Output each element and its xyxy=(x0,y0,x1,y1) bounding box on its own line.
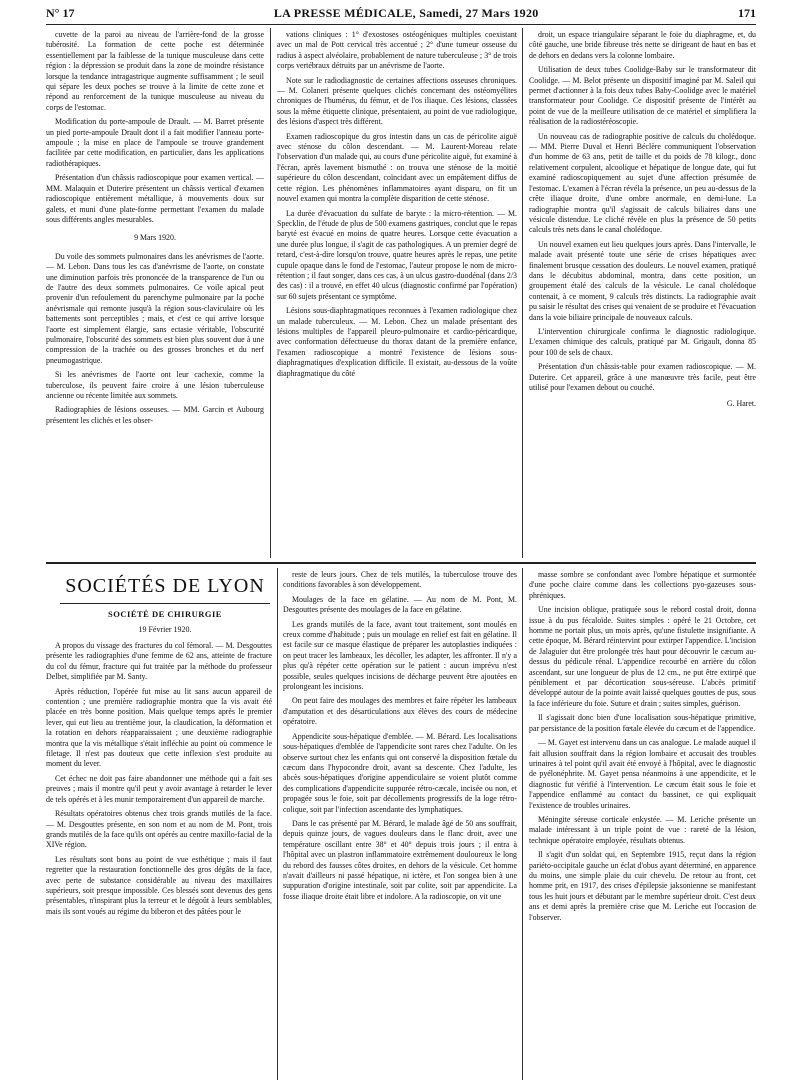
paragraph: Les grands mutilés de la face, avant tout traitement, sont moulés en creux comme d'habitude ; puis un moulage en relief est fait en gélatine. Il est facile sur ce masque élastique de préparer les autoplasties indiquées : on peut tracer les lambeaux, les décoller, les adapter, les affronter. Il n'y a plus qu'à répéter cette opération sur le patient : aucun imprévu n'est possible, seules quelques incisions de décharge peuvent être ajoutées en prolongeant les incisions. xyxy=(283,619,517,692)
paragraph: L'intervention chirurgicale confirma le diagnostic radiologique. L'examen chimique des calculs, pratiqué par M. Grigault, donna 85 pour 100 de sels de chaux. xyxy=(529,326,756,357)
paragraph: Présentation d'un châssis-table pour examen radioscopique. — M. Duterire. Cet appareil, grâce à une manœuvre très facile, peut être utilisé pour l'examen debout ou couché. xyxy=(529,362,756,392)
column-divider xyxy=(277,568,278,1080)
paragraph: Modification du porte-ampoule de Drault. — M. Barret présente un pied porte-ampoule Drault dont il a fait modifier l'anneau porte-ampoule ; la mise en place de l'ampoule se trouve grandement facilitée par cette modification, en particulier, dans les applications radiothérapiques. xyxy=(46,117,264,168)
header-rule xyxy=(46,24,756,25)
page-number: 171 xyxy=(737,5,756,20)
paragraph: Note sur le radiodiagnostic de certaines affections osseuses chroniques. — M. Colaneri présente quelques clichés concernant des ostéomyélites chroniques de l'humérus, du fémur, et de l'os iliaque. Ces lésions, classées sous la même étiquette clinique, présentaient, au point de vue radiologique, des lésions d'aspect très différent. xyxy=(277,75,517,127)
paragraph: Cet échec ne doit pas faire abandonner une méthode qui a fait ses preuves ; mais il montre qu'il peut y avoir avantage à retarder le lever de tels opérés et à les munir temporairement d'un appareil de marche. xyxy=(46,773,272,804)
section-title: SOCIÉTÉS DE LYON xyxy=(65,575,265,597)
paragraph: Présentation d'un châssis radioscopique pour examen vertical. — MM. Malaquin et Duterire présentent un châssis vertical d'examen radioscopique entièrement métallique, à mouvements doux sur galets, et muni d'une plate-forme permettant l'examen du malade sous différents angles mesurables. xyxy=(46,173,264,224)
paragraph: reste de leurs jours. Chez de tels mutilés, la tuberculose trouve des conditions favorables à son développement. xyxy=(283,570,517,590)
top-column-3 xyxy=(529,30,756,558)
paragraph: Un nouveau cas de radiographie positive de calculs du cholédoque. — MM. Pierre Duval et Henri Béclère communiquent l'observation d'un homme de 63 ans, petit de taille et du poids de 78 kilogr., donc relativement corpulent, alcoolique et hépatique de longue date, qui fut examiné radioscopiquement au sujet d'une affection présumée de l'estomac. L'examen à l'écran révéla la présence, un peu au-dessus de la crête iliaque droite, d'une ombre anormale, en demi-lune. La radiographie montra qu'il s'agissait de calculs biliaires dans une vésicule distendue. Le cliché révèle en plus la présence de 50 petits calculs très nets dans le canal cholédoque. xyxy=(529,131,756,235)
paragraph: Du voile des sommets pulmonaires dans les anévrismes de l'aorte. — M. Lebon. Dans tous les cas d'anévrisme de l'aorte, on constate une diminution parfois très prononcée de la transparence de l'un ou de l'autre des deux sommets pulmonaires. Ce voile apical peut provenir d'un refoulement du parenchyme pulmonaire par la poche anévrismale qui remonte jusqu'à la région sous-claviculaire où les battements sont perceptibles ; mais, et c'est ce qui arrive lorsque l'aorte est simplement élargie, sans ectasie véritable, l'obscurité pulmonaire, l'obscurité des sommets est bien plus souvent due à une compression de la trachée ou des grosses bronches et du nerf pneumogastrique. xyxy=(46,251,264,365)
paragraph: Après réduction, l'opérée fut mise au lit sans aucun appareil de contention ; une première radiographie montra que la vis avait été placée en très bonne position. Mais quelque temps après le premier lever, qui eut lieu au trentième jour, la claudication, la déformation et la rotation en dehors réapparaissaient ; une deuxième radiographie montra que la vis métallique s'était infléchie au point où commence le filetage. Il n'est pas douteux que cette inflexion s'est produite au moment du lever. xyxy=(46,686,272,769)
issue-number: N° 17 xyxy=(46,5,75,20)
page-header xyxy=(46,4,756,22)
paragraph: Dans le cas présenté par M. Bérard, le malade âgé de 50 ans souffrait, depuis quinze jours, de vagues douleurs dans le flanc droit, avec une température oscillant entre 38° et 40° depuis trois jours ; il entra à l'hôpital avec un plastron inflammatoire extrêmement douloureux le long du rebord des fausses côtes droites, en dehors de la vésicule. Cet homme n'avait d'ailleurs ni passé hépatique, ni ictère, et l'on songea bien à une suppuration d'origine intestinale, soit par colite, soit par appendicite. La fosse iliaque droite était libre et indolore. A la radioscopie, on vit une xyxy=(283,818,517,901)
session-date: 9 Mars 1920. xyxy=(134,233,176,243)
paragraph: Une incision oblique, pratiquée sous le rebord costal droit, donna issue à du pus fécaloïde. Suites simples : opéré le 21 Octobre, cet homme ne portait plus, un mois après, qu'une fistulette insignifiante. A cette époque, M. Bérard réintervint pour extirper l'appendice. L'incision de Jalaguier dut être prolongée très haut pour découvrir le cæcum au-dessus du pédicule rénal. L'appendice recourbé en arrière du côlon ascendant, sur une longueur de plus de 12 cm., ne put être extirpé que péniblement et par décortication sous-séreuse. L'abcès primitif développé autour de la pointe avait laissé quelques gouttes de pus, sous la face inférieure du foie. Suture et drain ; suites simples, guérison. xyxy=(529,605,756,708)
bottom-column-1 xyxy=(46,641,272,1079)
paragraph: Méningite séreuse corticale enkystée. — M. Leriche présente un malade intéressant à un triple point de vue : rareté de la lésion, technique opératoire employée, résultats obtenus. xyxy=(529,814,756,845)
paragraph: Lésions sous-diaphragmatiques reconnues à l'examen radiologique chez un malade tuberculeux. — M. Lebon. Chez un malade présentant des lésions multiples de l'appareil pleuro-pulmonaire et cardio-péricardique, avec conformation défectueuse du thorax datant de la première enfance, l'examen radioscopique a montré l'existence de lésions sous-diaphragmatiques d'explication difficile. Il existait, au-dessous de la voûte diaphragmatique du côté xyxy=(277,306,517,378)
paragraph: Appendicite sous-hépatique d'emblée. — M. Bérard. Les localisations sous-hépatiques d'emblée de l'appendicite sont rares chez l'adulte. On les observe surtout chez les enfants qui ont conservé la disposition fœtale du cæcum dans l'hypocondre droit, avant sa descente. Chez l'adulte, les abcès sous-hépatiques d'origine appendiculaire se voient plutôt comme des complications d'appendicite suppurée rétro-cæcale, incisée ou non, et propagée sous le foie, soit par décollements progressifs de la loge rétro-colique, soit par l'infection ascendante des lymphatiques. xyxy=(283,731,517,814)
paragraph: Il s'agissait donc bien d'une localisation sous-hépatique primitive, par persistance de la position fœtale élevée du cæcum et de l'appendice. xyxy=(529,713,756,733)
paragraph: Radiographies de lésions osseuses. — MM. Garcin et Aubourg présentent les clichés et les obser- xyxy=(46,405,264,425)
session-date: 19 Février 1920. xyxy=(138,625,192,634)
top-column-1 xyxy=(46,30,264,558)
column-divider xyxy=(270,28,271,558)
paragraph: droit, un espace triangulaire séparant le foie du diaphragme, et, du côté gauche, une bride fibreuse très nette se dirigeant de haut en bas et de dehors en dedans vers la colonne lombaire. xyxy=(529,30,756,60)
author-signature: G. Haret. xyxy=(726,399,756,409)
paragraph: cuvette de la paroi au niveau de l'arrière-fond de la grosse tubérosité. La formation de cette poche est déterminée essentiellement par la faiblesse de la tunique musculeuse dans cette région : la dépression se produit dans la zone de moindre résistance lorsque la tendance intragastrique augmente suffisamment ; le seuil qui sépare les deux poches se trouve à la limite de cette zone et répond au renforcement de la tunique musculeuse au niveau du corps de l'estomac. xyxy=(46,30,264,112)
column-divider xyxy=(522,28,523,558)
paragraph: A propos du vissage des fractures du col fémoral. — M. Desgouttes présente les radiographies d'une femme de 62 ans, atteinte de fracture du col du fémur, fracture qui fut traitée par la méthode du professeur Delbet, simplifiée par M. Santy. xyxy=(46,641,272,682)
paragraph: Résultats opératoires obtenus chez trois grands mutilés de la face. — M. Desgouttes présente, en son nom et au nom de M. Pont, trois grands mutilés de la face qu'ils ont opérés au centre maxillo-facial de la XIVe région. xyxy=(46,809,272,850)
top-column-2 xyxy=(277,30,517,558)
paragraph: Examen radioscopique du gros intestin dans un cas de péricolite aiguë avec sténose du côlon descendant. — M. Laurent-Moreau relate l'observation d'un malade qui, au cours d'une péricolite aiguë, fut examiné à l'écran, après lavement bismuthé : on trouva une sténose de la moitié supérieure du côlon descendant, coïncidant avec un empâtement diffus de cette région. Les phénomènes inflammatoires ayant disparu, on fit un nouvel examen qui montra la complète disparition de cette sténose. xyxy=(277,131,517,204)
paragraph: vations cliniques : 1° d'exostoses ostéogéniques multiples coexistant avec un mal de Pott cervical très accentué ; 2° d'une tumeur osseuse du radius à aspect alvéolaire, probablement de nature tuberculeuse ; 3° de trois corps vertébraux détruits par un anévrisme de l'aorte. xyxy=(277,30,517,71)
paragraph: masse sombre se confondant avec l'ombre hépatique et surmontée d'une poche claire comme dans les collections pyo-gazeuses sous-phréniques. xyxy=(529,570,756,600)
society-name: SOCIÉTÉ DE CHIRURGIE xyxy=(108,609,222,619)
paragraph: Utilisation de deux tubes Coolidge-Baby sur le transformateur dit Coolidge. — M. Belot présente un dispositif imaginé par M. Saleil qui permet d'actionner à la fois deux tubes Baby-Coolidge avec le matériel transformateur pour Coolidge. Ce dispositif présente de l'intérêt au point de vue de la meilleure utilisation de ce matériel et simplifiera la réalisation de la radiostéréoscopie. xyxy=(529,65,756,127)
bottom-column-3 xyxy=(529,570,756,1079)
paragraph: Il s'agit d'un soldat qui, en Septembre 1915, reçut dans la région pariéto-occipitale gauche un éclat d'obus ayant déterminé, en apparence du moins, une simple plaie du cuir chevelu. De retour au front, cet homme prit, en 1917, des crises d'épilepsie jaksonienne se manifestant tous les huit jours et débutant par le membre supérieur droit. C'est deux ans et demi après la première crise que M. Leriche eut l'occasion de l'observer. xyxy=(529,850,756,922)
paragraph: On peut faire des moulages des membres et faire répéter les lambeaux d'amputation et des désarticulations aux élèves des cours de médecine opératoire. xyxy=(283,696,517,727)
bottom-column-2 xyxy=(283,570,517,1079)
paragraph: Les résultats sont bons au point de vue esthétique ; mais il faut regretter que la restauration fonctionnelle des gros dégâts de la face, avec perte de substance considérable au niveau des maxillaires supérieurs, soit presque impossible. Ces blessés sont devenus des gens présentables, n'inspirant plus la terreur et le dégoût à leurs semblables, mais ils sont voués au régime du biberon et des pâtées pour le xyxy=(46,854,272,916)
paragraph: Moulages de la face en gélatine. — Au nom de M. Pont, M. Desgouttes présente des moulages de la face en gélatine. xyxy=(283,594,517,615)
title-rule xyxy=(60,603,270,604)
section-rule xyxy=(46,562,756,564)
journal-title: LA PRESSE MÉDICALE, Samedi, 27 Mars 1920 xyxy=(273,5,539,20)
column-divider xyxy=(522,568,523,1080)
paragraph: — M. Gayet est intervenu dans un cas analogue. Le malade auquel il fait allusion souffrait dans la région lombaire et accusait des troubles urinaires à tel point qu'il avait été envoyé à l'hôpital, avec le diagnostic de pyélonéphrite. M. Gayet pensa néanmoins à une appendicite, et le diagnostic fut vérifié à l'intervention. Le cæcum était sous le foie et l'appendice enflammé au contact du bassinet, ce qui expliquait l'existence de troubles urinaires. xyxy=(529,738,756,810)
paragraph: Si les anévrismes de l'aorte ont leur cachexie, comme la tuberculose, ils peuvent faire croire à une lésion tuberculeuse ancienne ou récente limitée aux sommets. xyxy=(46,370,264,400)
paragraph: Un nouvel examen eut lieu quelques jours après. Dans l'intervalle, le malade avait présenté toute une série de crises hépatiques avec finalement brusque cessation des douleurs. Le nouvel examen, pratiqué dans le décubitus abdominal, montra, dans cette position, un groupement étalé des calculs de la vésicule. Le canal cholédoque contenait, à ce moment, 9 calculs très distincts. La radiographie avait pu saisir le résultat des crises qui venaient de se produire et l'évacuation dans la voie biliaire principale de nouveaux calculs. xyxy=(529,239,756,322)
paragraph: La durée d'évacuation du sulfate de baryte : la micro-rétention. — M. Specklin, de l'étude de plus de 500 examens gastriques, conclut que le repas baryté est évacué en moins de quatre heures. Lorsque cette évacuation a une durée plus longue, il s'agit de cas pathologiques. A un premier degré de retard, c'est-à-dire lorsqu'on trouve, quatre heures après le repas, une petite cupule opaque dans le fond de l'estomac, l'auteur propose le nom de micro-rétention ; il faut songer, dans ces cas, à un ulcus gastro-duodénal (dans 2/3 des cas) : il a trouvé, en effet 40 ulcus (diagnostic confirmé par l'opération) sur 60 sujets présentant ce symptôme. xyxy=(277,208,517,301)
